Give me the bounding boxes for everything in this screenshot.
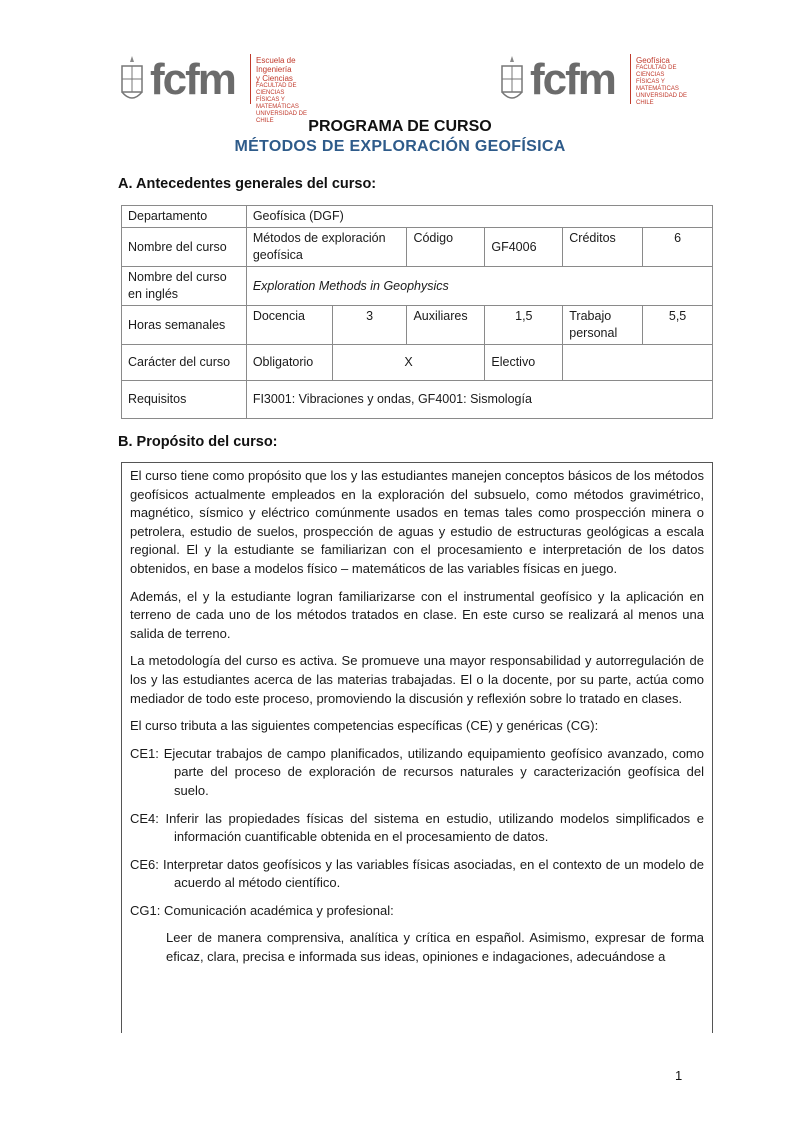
table-label: Departamento: [122, 206, 247, 228]
logo-line: FACULTAD DE CIENCIAS: [256, 83, 297, 96]
table-row: [122, 206, 713, 228]
course-title: MÉTODOS DE EXPLORACIÓN GEOFÍSICA: [234, 138, 566, 155]
table-label: Código: [407, 228, 485, 267]
purpose-content: [122, 463, 712, 967]
table-label: Requisitos: [122, 381, 247, 419]
fcfm-geofisica-logo: [498, 48, 688, 108]
table-label: Créditos: [563, 228, 643, 267]
table-value: 6: [643, 228, 713, 267]
paragraph: La metodología del curso es activa. Se promueve una mayor responsabilidad y autorregulación de los y las estudiantes acerca de las materias trabajadas. El o la docente, por su parte, actúa como mediador de todo este proceso, promoviendo la discusión y reflexión sobre lo tratado en clases.: [130, 653, 704, 706]
paragraph: El curso tiene como propósito que los y las estudiantes manejen conceptos básicos de los métodos geofísicos actualmente empleados en la exploración del subsuelo, como métodos gravimétrico, magnético, sísmico y eléctrico comúnmente usados en temas tales como prospección minera o petrolera, estudio de suelos, prospección de aguas y estudio de estructuras geológicas a escala regional. El y la estudiante se familiarizan con el procesamiento e interpretación de los datos obtenidos, en base a modelos físico – matemáticos de las variables físicas en juego.: [130, 468, 704, 576]
table-value: Métodos de exploración geofísica: [246, 228, 407, 267]
table-row: [122, 381, 713, 419]
fcfm-wordmark: fcfm: [530, 55, 615, 104]
purpose-box: [121, 462, 713, 1033]
university-crest-icon: [498, 54, 526, 106]
table-label: Nombre del curso en inglés: [122, 267, 247, 306]
fcfm-escuela-logo: [118, 48, 308, 124]
table-value: [563, 345, 713, 381]
section-a-heading: A. Antecedentes generales del curso:: [118, 176, 377, 192]
logo-line: Geofísica: [636, 56, 670, 65]
document-title: PROGRAMA DE CURSO: [308, 118, 492, 135]
table-label: Carácter del curso: [122, 345, 247, 381]
table-value: 3: [332, 306, 407, 345]
table-label: Electivo: [485, 345, 563, 381]
university-crest-icon: [118, 54, 146, 106]
logo-line: Escuela de Ingeniería: [256, 56, 296, 74]
page-number: 1: [675, 1068, 683, 1083]
table-value: FI3001: Vibraciones y ondas, GF4001: Sismología: [246, 381, 712, 419]
table-value: 1,5: [485, 306, 563, 345]
paragraph: Además, el y la estudiante logran familiarizarse con el instrumental geofísico y la aplicación en terreno de cada uno de los métodos tratados en clase. En este curso se realizará al menos una salida de terreno.: [130, 588, 704, 641]
table-row: [122, 267, 713, 306]
table-value: X: [332, 345, 485, 381]
table-label: Horas semanales: [122, 306, 247, 345]
logo-line: FACULTAD DE CIENCIAS: [636, 65, 677, 78]
logo-caption: [636, 56, 688, 107]
logo-line: FÍSICAS Y MATEMÁTICAS: [256, 97, 299, 110]
table-row: [122, 345, 713, 381]
table-label: Docencia: [246, 306, 332, 345]
paragraph: El curso tributa a las siguientes competencias específicas (CE) y genéricas (CG):: [130, 718, 599, 734]
table-value: 5,5: [643, 306, 713, 345]
logo-line: y Ciencias: [256, 74, 293, 83]
fcfm-wordmark: fcfm: [150, 55, 235, 104]
competency-cg1-text: Leer de manera comprensiva, analítica y crítica en español. Asimismo, expresar de forma eficaz, clara, precisa e informada sus ideas, opiniones e indagaciones, adecuándose a: [166, 930, 704, 965]
table-row: [122, 228, 713, 267]
competency-ce1: CE1: Ejecutar trabajos de campo planificados, utilizando equipamiento geofísico avanzado, como parte del proceso de exploración de recursos naturales y caracterización geofísica del suelo.: [130, 745, 704, 798]
table-label: Auxiliares: [407, 306, 485, 345]
table-value: Geofísica (DGF): [246, 206, 712, 228]
table-row: [122, 306, 713, 345]
competency-ce6: CE6: Interpretar datos geofísicos y las variables físicas asociadas, en el contexto de un modelo de acuerdo al método científico.: [130, 856, 704, 891]
table-value: GF4006: [485, 228, 563, 267]
table-value: Exploration Methods in Geophysics: [246, 267, 712, 306]
table-label: Obligatorio: [246, 345, 332, 381]
competency-ce4: CE4: Inferir las propiedades físicas del sistema en estudio, utilizando modelos simplificados e información cuantificable obtenida en el procesamiento de datos.: [130, 810, 704, 845]
competency-cg1: CG1: Comunicación académica y profesional:: [130, 902, 394, 918]
logo-caption: [256, 56, 308, 125]
table-label: Trabajo personal: [563, 306, 643, 345]
logo-line: UNIVERSIDAD DE CHILE: [636, 93, 688, 106]
logo-divider: [630, 54, 631, 104]
logo-line: UNIVERSIDAD DE CHILE: [256, 111, 308, 124]
course-info-table: [121, 205, 713, 419]
section-b-heading: B. Propósito del curso:: [118, 434, 278, 450]
logo-divider: [250, 54, 251, 104]
logo-line: FÍSICAS Y MATEMÁTICAS: [636, 79, 679, 92]
table-label: Nombre del curso: [122, 228, 247, 267]
